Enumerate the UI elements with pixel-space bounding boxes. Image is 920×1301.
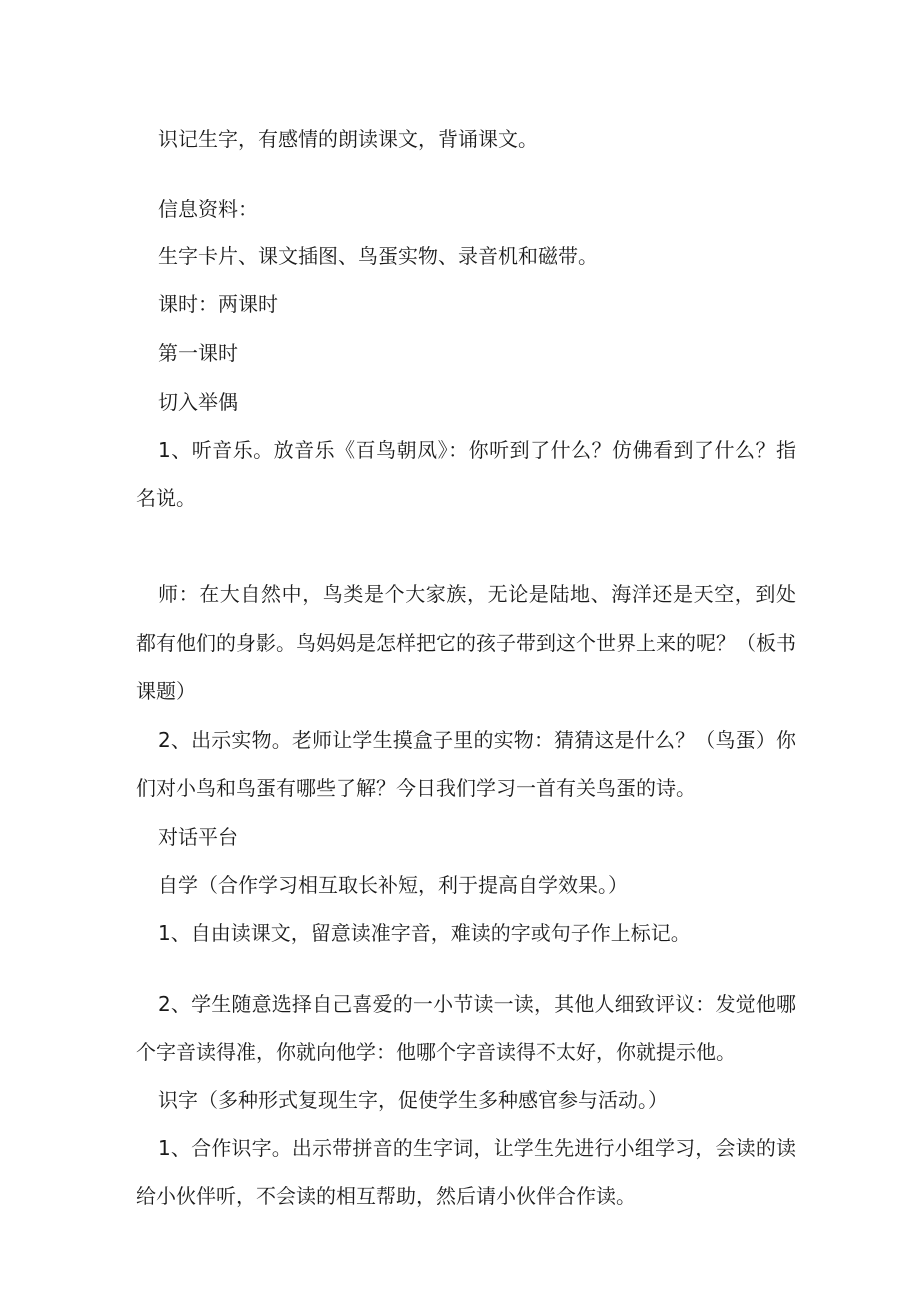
section-heading: 第一课时: [158, 341, 238, 365]
list-item: 1、合作识字。出示带拼音的生字词，让学生先进行小组学习，会读的读: [158, 1136, 796, 1160]
section-heading: 切入举偶: [158, 390, 238, 414]
list-item: 2、学生随意选择自己喜爱的一小节读一读，其他人细致评议：发觉他哪: [158, 992, 796, 1016]
paragraph-line: 1、听音乐。放音乐《百鸟朝凤》：你听到了什么？仿佛看到了什么？指: [158, 438, 796, 462]
list-item: 1、自由读课文，留意读准字音，难读的字或句子作上标记。: [158, 921, 691, 945]
paragraph-line: 都有他们的身影。鸟妈妈是怎样把它的孩子带到这个世界上来的呢？（板书: [136, 631, 796, 655]
paragraph-line: 师：在大自然中，鸟类是个大家族，无论是陆地、海洋还是天空，到处: [158, 582, 796, 606]
subsection-heading: 自学（合作学习相互取长补短，利于提高自学效果。）: [158, 873, 628, 897]
text-line: 生字卡片、课文插图、鸟蛋实物、录音机和磁带。: [158, 244, 598, 268]
paragraph-line: 课题）: [136, 679, 196, 703]
section-heading: 信息资料：: [158, 197, 258, 221]
text-line: 课时：两课时: [158, 292, 278, 316]
list-item: 个字音读得准，你就向他学：他哪个字音读得不太好，你就提示他。: [136, 1040, 736, 1064]
text-line: 识记生字，有感情的朗读课文，背诵课文。: [158, 127, 538, 151]
paragraph-line: 2、出示实物。老师让学生摸盒子里的实物：猜猜这是什么？（鸟蛋）你: [158, 728, 796, 752]
paragraph-line: 们对小鸟和鸟蛋有哪些了解？今日我们学习一首有关鸟蛋的诗。: [136, 776, 696, 800]
paragraph-line: 名说。: [136, 486, 196, 510]
section-heading: 对话平台: [158, 825, 238, 849]
subsection-heading: 识字（多种形式复现生字，促使学生多种感官参与活动。）: [158, 1088, 668, 1112]
list-item: 给小伙伴听，不会读的相互帮助，然后请小伙伴合作读。: [136, 1184, 636, 1208]
